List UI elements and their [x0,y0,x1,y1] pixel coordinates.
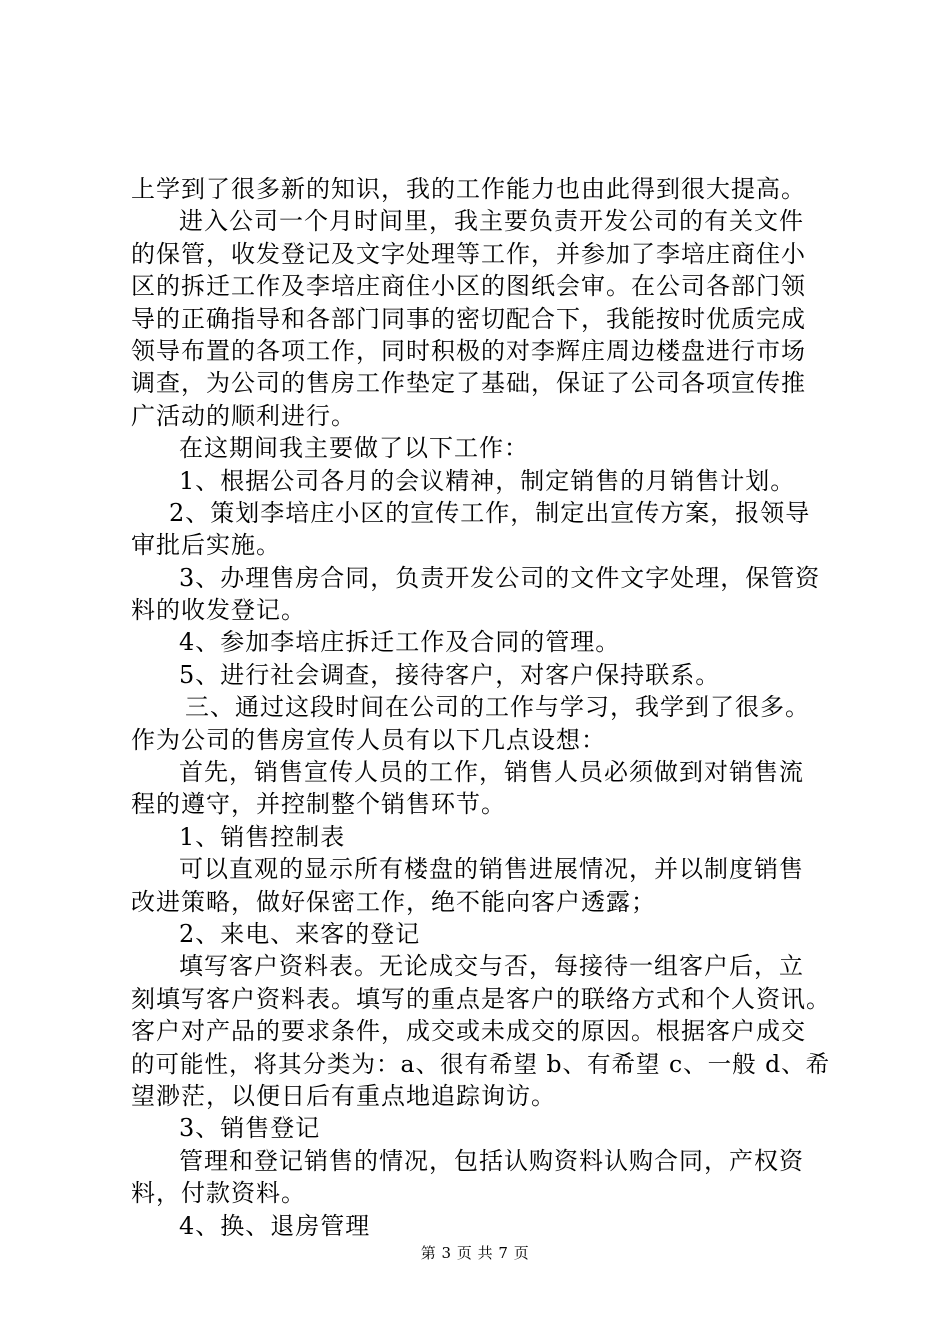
text-line: 1、根据公司各月的会议精神，制定销售的月销售计划。 [179,466,796,495]
text-line: 刻填写客户资料表。填写的重点是客户的联络方式和个人资讯。 [131,984,831,1013]
text-line: 程的遵守，并控制整个销售环节。 [131,790,506,819]
text-line: 4、换、退房管理 [179,1211,371,1240]
text-line: 客户对产品的要求条件，成交或未成交的原因。根据客户成交 [131,1017,806,1046]
text-line: 区的拆迁工作及李培庄商住小区的图纸会审。在公司各部门领 [131,272,806,301]
text-line: 2、策划李培庄小区的宣传工作，制定出宣传方案，报领导 [169,498,811,527]
text-line: 调查，为公司的售房工作垫定了基础，保证了公司各项宣传推 [131,369,806,398]
text-line: 2、来电、来客的登记 [179,919,421,948]
text-line: 改进策略，做好保密工作，绝不能向客户透露； [131,887,656,916]
text-line: 三、通过这段时间在公司的工作与学习，我学到了很多。 [185,693,810,722]
text-line: 进入公司一个月时间里，我主要负责开发公司的有关文件 [179,207,804,236]
text-line: 1、销售控制表 [179,822,346,851]
text-line: 领导布置的各项工作，同时积极的对李辉庄周边楼盘进行市场 [131,336,806,365]
text-line: 5、进行社会调查，接待客户，对客户保持联系。 [179,660,721,689]
text-line: 填写客户资料表。无论成交与否，每接待一组客户后，立 [179,952,804,981]
text-line: 料的收发登记。 [131,596,306,625]
page-footer: 第 3 页 共 7 页 [420,1244,530,1262]
body-text [131,173,831,1242]
text-line: 料，付款资料。 [131,1179,306,1208]
text-line: 导的正确指导和各部门同事的密切配合下，我能按时优质完成 [131,304,806,333]
text-line: 首先，销售宣传人员的工作，销售人员必须做到对销售流 [179,758,804,787]
text-line: 3、办理售房合同，负责开发公司的文件文字处理，保管资 [179,563,821,592]
text-line: 望渺茫，以便日后有重点地追踪询访。 [131,1081,556,1110]
text-line: 的可能性，将其分类为：a、很有希望 b、有希望 c、一般 d、希 [131,1049,831,1078]
text-line: 4、参加李培庄拆迁工作及合同的管理。 [179,628,621,657]
text-line: 3、销售登记 [179,1114,321,1143]
text-line: 上学到了很多新的知识，我的工作能力也由此得到很大提高。 [131,175,806,203]
text-line: 作为公司的售房宣传人员有以下几点设想： [131,725,606,754]
text-line: 管理和登记销售的情况，包括认购资料认购合同，产权资 [179,1146,804,1175]
text-line: 审批后实施。 [131,531,281,560]
text-line: 在这期间我主要做了以下工作： [179,434,529,463]
text-line: 的保管，收发登记及文字处理等工作，并参加了李培庄商住小 [131,239,806,268]
text-line: 广活动的顺利进行。 [131,401,356,430]
text-line: 可以直观的显示所有楼盘的销售进展情况，并以制度销售 [179,855,804,884]
